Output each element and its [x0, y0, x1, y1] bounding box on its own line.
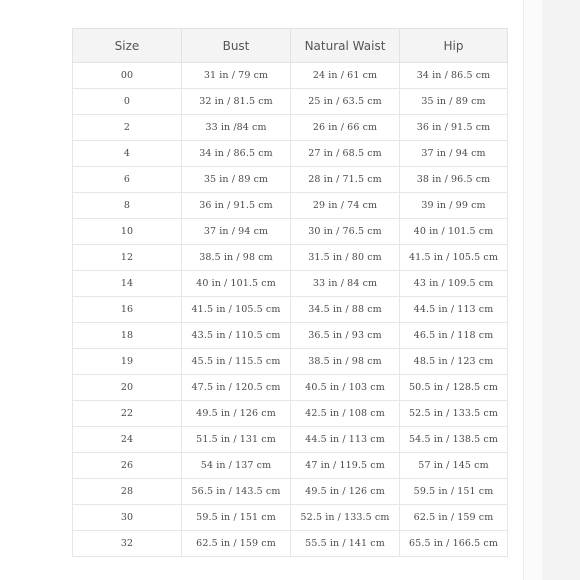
- table-row: [73, 375, 508, 401]
- cell-bust: 34 in / 86.5 cm: [182, 141, 291, 167]
- table-row: [73, 453, 508, 479]
- table-row: [73, 505, 508, 531]
- cell-bust: 56.5 in / 143.5 cm: [182, 479, 291, 505]
- cell-size: 0: [73, 89, 182, 115]
- cell-bust: 35 in / 89 cm: [182, 167, 291, 193]
- cell-hip: 41.5 in / 105.5 cm: [400, 245, 508, 271]
- cell-hip: 35 in / 89 cm: [400, 89, 508, 115]
- cell-bust: 62.5 in / 159 cm: [182, 531, 291, 557]
- cell-bust: 43.5 in / 110.5 cm: [182, 323, 291, 349]
- cell-size: 8: [73, 193, 182, 219]
- cell-size: 32: [73, 531, 182, 557]
- table-row: [73, 219, 508, 245]
- size-chart-header: [73, 29, 508, 63]
- cell-size: 24: [73, 427, 182, 453]
- cell-bust: 41.5 in / 105.5 cm: [182, 297, 291, 323]
- cell-bust: 47.5 in / 120.5 cm: [182, 375, 291, 401]
- cell-natural-waist: 33 in / 84 cm: [291, 271, 400, 297]
- cell-size: 00: [73, 63, 182, 89]
- cell-bust: 32 in / 81.5 cm: [182, 89, 291, 115]
- table-row: [73, 89, 508, 115]
- cell-size: 30: [73, 505, 182, 531]
- cell-hip: 39 in / 99 cm: [400, 193, 508, 219]
- cell-bust: 49.5 in / 126 cm: [182, 401, 291, 427]
- size-chart-body: [73, 63, 508, 557]
- cell-natural-waist: 28 in / 71.5 cm: [291, 167, 400, 193]
- header-natural-waist: Natural Waist: [291, 29, 400, 63]
- cell-natural-waist: 36.5 in / 93 cm: [291, 323, 400, 349]
- cell-bust: 37 in / 94 cm: [182, 219, 291, 245]
- cell-size: 19: [73, 349, 182, 375]
- cell-hip: 36 in / 91.5 cm: [400, 115, 508, 141]
- cell-size: 6: [73, 167, 182, 193]
- cell-bust: 54 in / 137 cm: [182, 453, 291, 479]
- cell-natural-waist: 29 in / 74 cm: [291, 193, 400, 219]
- cell-size: 14: [73, 271, 182, 297]
- cell-hip: 50.5 in / 128.5 cm: [400, 375, 508, 401]
- cell-size: 16: [73, 297, 182, 323]
- cell-natural-waist: 30 in / 76.5 cm: [291, 219, 400, 245]
- cell-hip: 59.5 in / 151 cm: [400, 479, 508, 505]
- cell-natural-waist: 25 in / 63.5 cm: [291, 89, 400, 115]
- table-row: [73, 323, 508, 349]
- table-row: [73, 193, 508, 219]
- cell-natural-waist: 34.5 in / 88 cm: [291, 297, 400, 323]
- table-row: [73, 427, 508, 453]
- cell-natural-waist: 55.5 in / 141 cm: [291, 531, 400, 557]
- table-row: [73, 531, 508, 557]
- cell-hip: 54.5 in / 138.5 cm: [400, 427, 508, 453]
- table-row: [73, 271, 508, 297]
- table-row: [73, 141, 508, 167]
- cell-hip: 37 in / 94 cm: [400, 141, 508, 167]
- table-row: [73, 167, 508, 193]
- cell-natural-waist: 44.5 in / 113 cm: [291, 427, 400, 453]
- table-row: [73, 63, 508, 89]
- cell-size: 12: [73, 245, 182, 271]
- page-edge-background: [524, 0, 580, 580]
- cell-bust: 36 in / 91.5 cm: [182, 193, 291, 219]
- cell-hip: 52.5 in / 133.5 cm: [400, 401, 508, 427]
- cell-size: 10: [73, 219, 182, 245]
- cell-size: 22: [73, 401, 182, 427]
- cell-natural-waist: 26 in / 66 cm: [291, 115, 400, 141]
- cell-natural-waist: 52.5 in / 133.5 cm: [291, 505, 400, 531]
- table-row: [73, 245, 508, 271]
- cell-size: 26: [73, 453, 182, 479]
- cell-bust: 45.5 in / 115.5 cm: [182, 349, 291, 375]
- table-row: [73, 297, 508, 323]
- cell-hip: 43 in / 109.5 cm: [400, 271, 508, 297]
- table-row: [73, 115, 508, 141]
- size-chart: [72, 28, 507, 557]
- cell-size: 2: [73, 115, 182, 141]
- cell-hip: 62.5 in / 159 cm: [400, 505, 508, 531]
- header-size: Size: [73, 29, 182, 63]
- cell-natural-waist: 49.5 in / 126 cm: [291, 479, 400, 505]
- cell-size: 20: [73, 375, 182, 401]
- cell-bust: 31 in / 79 cm: [182, 63, 291, 89]
- cell-natural-waist: 38.5 in / 98 cm: [291, 349, 400, 375]
- header-bust: Bust: [182, 29, 291, 63]
- table-row: [73, 401, 508, 427]
- cell-bust: 40 in / 101.5 cm: [182, 271, 291, 297]
- cell-natural-waist: 47 in / 119.5 cm: [291, 453, 400, 479]
- size-chart-table: [72, 28, 508, 557]
- page-edge-shadow: [523, 0, 542, 580]
- cell-natural-waist: 24 in / 61 cm: [291, 63, 400, 89]
- cell-bust: 38.5 in / 98 cm: [182, 245, 291, 271]
- cell-hip: 46.5 in / 118 cm: [400, 323, 508, 349]
- cell-hip: 48.5 in / 123 cm: [400, 349, 508, 375]
- table-row: [73, 479, 508, 505]
- cell-hip: 44.5 in / 113 cm: [400, 297, 508, 323]
- cell-hip: 38 in / 96.5 cm: [400, 167, 508, 193]
- cell-hip: 57 in / 145 cm: [400, 453, 508, 479]
- table-row: [73, 349, 508, 375]
- cell-natural-waist: 27 in / 68.5 cm: [291, 141, 400, 167]
- cell-size: 28: [73, 479, 182, 505]
- cell-natural-waist: 42.5 in / 108 cm: [291, 401, 400, 427]
- cell-hip: 40 in / 101.5 cm: [400, 219, 508, 245]
- cell-bust: 33 in /84 cm: [182, 115, 291, 141]
- cell-bust: 51.5 in / 131 cm: [182, 427, 291, 453]
- cell-bust: 59.5 in / 151 cm: [182, 505, 291, 531]
- cell-size: 4: [73, 141, 182, 167]
- cell-natural-waist: 31.5 in / 80 cm: [291, 245, 400, 271]
- cell-size: 18: [73, 323, 182, 349]
- header-hip: Hip: [400, 29, 508, 63]
- cell-hip: 34 in / 86.5 cm: [400, 63, 508, 89]
- header-row: [73, 29, 508, 63]
- cell-natural-waist: 40.5 in / 103 cm: [291, 375, 400, 401]
- cell-hip: 65.5 in / 166.5 cm: [400, 531, 508, 557]
